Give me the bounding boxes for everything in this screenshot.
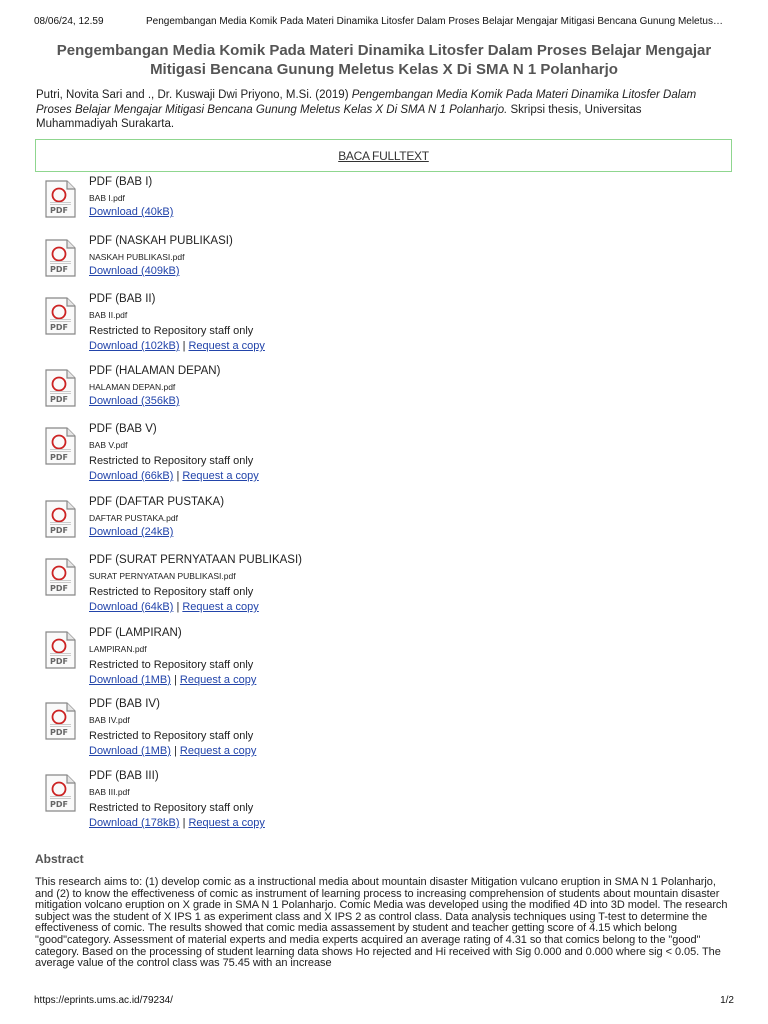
download-link[interactable]: Download (40kB) xyxy=(89,206,174,218)
print-url: https://eprints.ums.ac.id/79234/ xyxy=(34,995,173,1006)
document-filename: LAMPIRAN.pdf xyxy=(89,644,147,654)
link-separator: | xyxy=(182,817,186,829)
pdf-file-icon[interactable] xyxy=(42,702,78,740)
fulltext-box xyxy=(35,139,732,172)
document-links xyxy=(89,340,489,353)
document-filename: BAB V.pdf xyxy=(89,440,128,450)
download-link[interactable]: Download (178kB) xyxy=(89,817,180,829)
svg-text:PDF: PDF xyxy=(50,657,68,666)
document-filename: HALAMAN DEPAN.pdf xyxy=(89,382,176,392)
svg-text:PDF: PDF xyxy=(50,206,68,215)
restricted-notice: Restricted to Repository staff only xyxy=(89,802,254,814)
restricted-notice: Restricted to Repository staff only xyxy=(89,659,254,671)
download-link[interactable]: Download (1MB) xyxy=(89,745,171,757)
read-fulltext-link[interactable]: BACA FULLTEXT xyxy=(338,149,429,163)
document-links xyxy=(89,526,489,539)
request-copy-link[interactable]: Request a copy xyxy=(179,674,257,686)
restricted-notice: Restricted to Repository staff only xyxy=(89,325,254,337)
citation-authors: Putri, Novita Sari and ., Dr. Kuswaji Dwi Priyono, M.Si. (2019) xyxy=(36,89,349,101)
request-copy-link[interactable]: Request a copy xyxy=(188,340,265,352)
link-separator: | xyxy=(182,340,186,352)
document-type: PDF (NASKAH PUBLIKASI) xyxy=(89,235,233,247)
abstract-heading: Abstract xyxy=(35,852,84,866)
download-link[interactable]: Download (24kB) xyxy=(89,526,174,538)
pdf-file-icon[interactable] xyxy=(42,239,78,277)
link-separator: | xyxy=(173,745,177,757)
document-links xyxy=(89,265,489,278)
print-datetime: 08/06/24, 12.59 xyxy=(34,16,104,27)
document-links xyxy=(89,674,489,687)
download-link[interactable]: Download (102kB) xyxy=(89,340,180,352)
document-links xyxy=(89,601,489,614)
document-links xyxy=(89,206,489,219)
restricted-notice: Restricted to Repository staff only xyxy=(89,730,254,742)
document-filename: BAB I.pdf xyxy=(89,193,125,203)
link-separator: | xyxy=(176,470,180,482)
document-filename: DAFTAR PUSTAKA.pdf xyxy=(89,513,178,523)
pdf-file-icon[interactable] xyxy=(42,180,78,218)
pdf-file-icon[interactable] xyxy=(42,500,78,538)
restricted-notice: Restricted to Repository staff only xyxy=(89,455,254,467)
document-filename: BAB III.pdf xyxy=(89,787,130,797)
citation-suffix: Skripsi thesis, Universitas Muhammadiyah Surakarta. xyxy=(36,103,642,130)
request-copy-link[interactable]: Request a copy xyxy=(179,745,257,757)
citation-work-title: Pengembangan Media Komik Pada Materi Dinamika Litosfer Dalam Proses Belajar Mengajar Mitigasi Bencana Gunung Meletus Kelas X Di SMA N 1 Polanharjo. xyxy=(36,89,697,116)
print-page-number: 1/2 xyxy=(720,995,734,1006)
request-copy-link[interactable]: Request a copy xyxy=(188,817,265,829)
document-details xyxy=(89,176,489,219)
pdf-file-icon[interactable] xyxy=(42,369,78,407)
download-link[interactable]: Download (1MB) xyxy=(89,674,171,686)
document-filename: BAB II.pdf xyxy=(89,310,128,320)
download-link[interactable]: Download (356kB) xyxy=(89,395,180,407)
svg-text:PDF: PDF xyxy=(50,265,68,274)
restricted-notice: Restricted to Repository staff only xyxy=(89,586,254,598)
link-separator: | xyxy=(173,674,177,686)
print-page-title: Pengembangan Media Komik Pada Materi Dinamika Litosfer Dalam Proses Belajar Mengajar Mitigasi Bencana Gunung Meletus… xyxy=(146,16,723,27)
document-details xyxy=(89,235,489,278)
document-type: PDF (BAB IV) xyxy=(89,698,160,710)
document-type: PDF (BAB III) xyxy=(89,770,159,782)
document-type: PDF (BAB II) xyxy=(89,293,156,305)
document-type: PDF (LAMPIRAN) xyxy=(89,627,182,639)
document-filename: NASKAH PUBLIKASI.pdf xyxy=(89,252,185,262)
link-separator: | xyxy=(176,601,180,613)
document-links xyxy=(89,817,489,830)
document-links xyxy=(89,745,489,758)
document-filename: SURAT PERNYATAAN PUBLIKASI.pdf xyxy=(89,571,236,581)
document-links xyxy=(89,470,489,483)
document-type: PDF (DAFTAR PUSTAKA) xyxy=(89,496,225,508)
document-details xyxy=(89,365,489,408)
svg-text:PDF: PDF xyxy=(50,728,68,737)
svg-text:PDF: PDF xyxy=(50,800,68,809)
pdf-file-icon[interactable] xyxy=(42,558,78,596)
download-link[interactable]: Download (66kB) xyxy=(89,470,174,482)
document-type: PDF (SURAT PERNYATAAN PUBLIKASI) xyxy=(89,554,303,566)
pdf-file-icon[interactable] xyxy=(42,631,78,669)
abstract-text: This research aims to: (1) develop comic as a instructional media about mountain disaster Mitigation vulcano eruption in SMA N 1 Polanharjo, and (2) to know the effectiveness of comic as instrument of learning process to increasing comprehension of students about mountain disaster mitigation volcano eruption on X grade in SMA N 1 Polanharjo. Comic Media was developed using the modified 4D into 3D model. The research subject was the student of X IPS 1 as experiment class and X IPS 2 as control class. Data analysis techniques using T-test to determine the effectiveness of comic. The results showed that comic media assassement by student and teacher getting score of 4.15 which belong "good"category. Assessment of material experts and media experts acquired an average rating of 4.31 so that comics belong to the "good" category. Based on the processing of student learning data shows Ho rejected and Hi received with Sig 0.000 and 0.000 where sig < 0.05. The average value of the control class was 75.45 with an increase xyxy=(35,877,728,970)
document-filename: BAB IV.pdf xyxy=(89,715,130,725)
document-links xyxy=(89,395,489,408)
request-copy-link[interactable]: Request a copy xyxy=(182,470,259,482)
pdf-file-icon[interactable] xyxy=(42,427,78,465)
document-details xyxy=(89,496,489,539)
document-type: PDF (BAB I) xyxy=(89,176,153,188)
citation xyxy=(36,88,708,132)
document-details xyxy=(89,770,489,830)
svg-text:PDF: PDF xyxy=(50,526,68,535)
document-details xyxy=(89,293,489,353)
download-link[interactable]: Download (409kB) xyxy=(89,265,180,277)
svg-text:PDF: PDF xyxy=(50,395,68,404)
document-details xyxy=(89,698,489,758)
page-title: Pengembangan Media Komik Pada Materi Dinamika Litosfer Dalam Proses Belajar Mengajar Mitigasi Bencana Gunung Meletus Kelas X Di SMA N 1 Polanharjo xyxy=(56,42,712,78)
pdf-file-icon[interactable] xyxy=(42,297,78,335)
document-details xyxy=(89,554,489,614)
svg-text:PDF: PDF xyxy=(50,323,68,332)
document-details xyxy=(89,423,489,483)
request-copy-link[interactable]: Request a copy xyxy=(182,601,259,613)
document-type: PDF (HALAMAN DEPAN) xyxy=(89,365,221,377)
svg-text:PDF: PDF xyxy=(50,584,68,593)
svg-text:PDF: PDF xyxy=(50,453,68,462)
download-link[interactable]: Download (64kB) xyxy=(89,601,174,613)
document-type: PDF (BAB V) xyxy=(89,423,157,435)
document-details xyxy=(89,627,489,687)
pdf-file-icon[interactable] xyxy=(42,774,78,812)
